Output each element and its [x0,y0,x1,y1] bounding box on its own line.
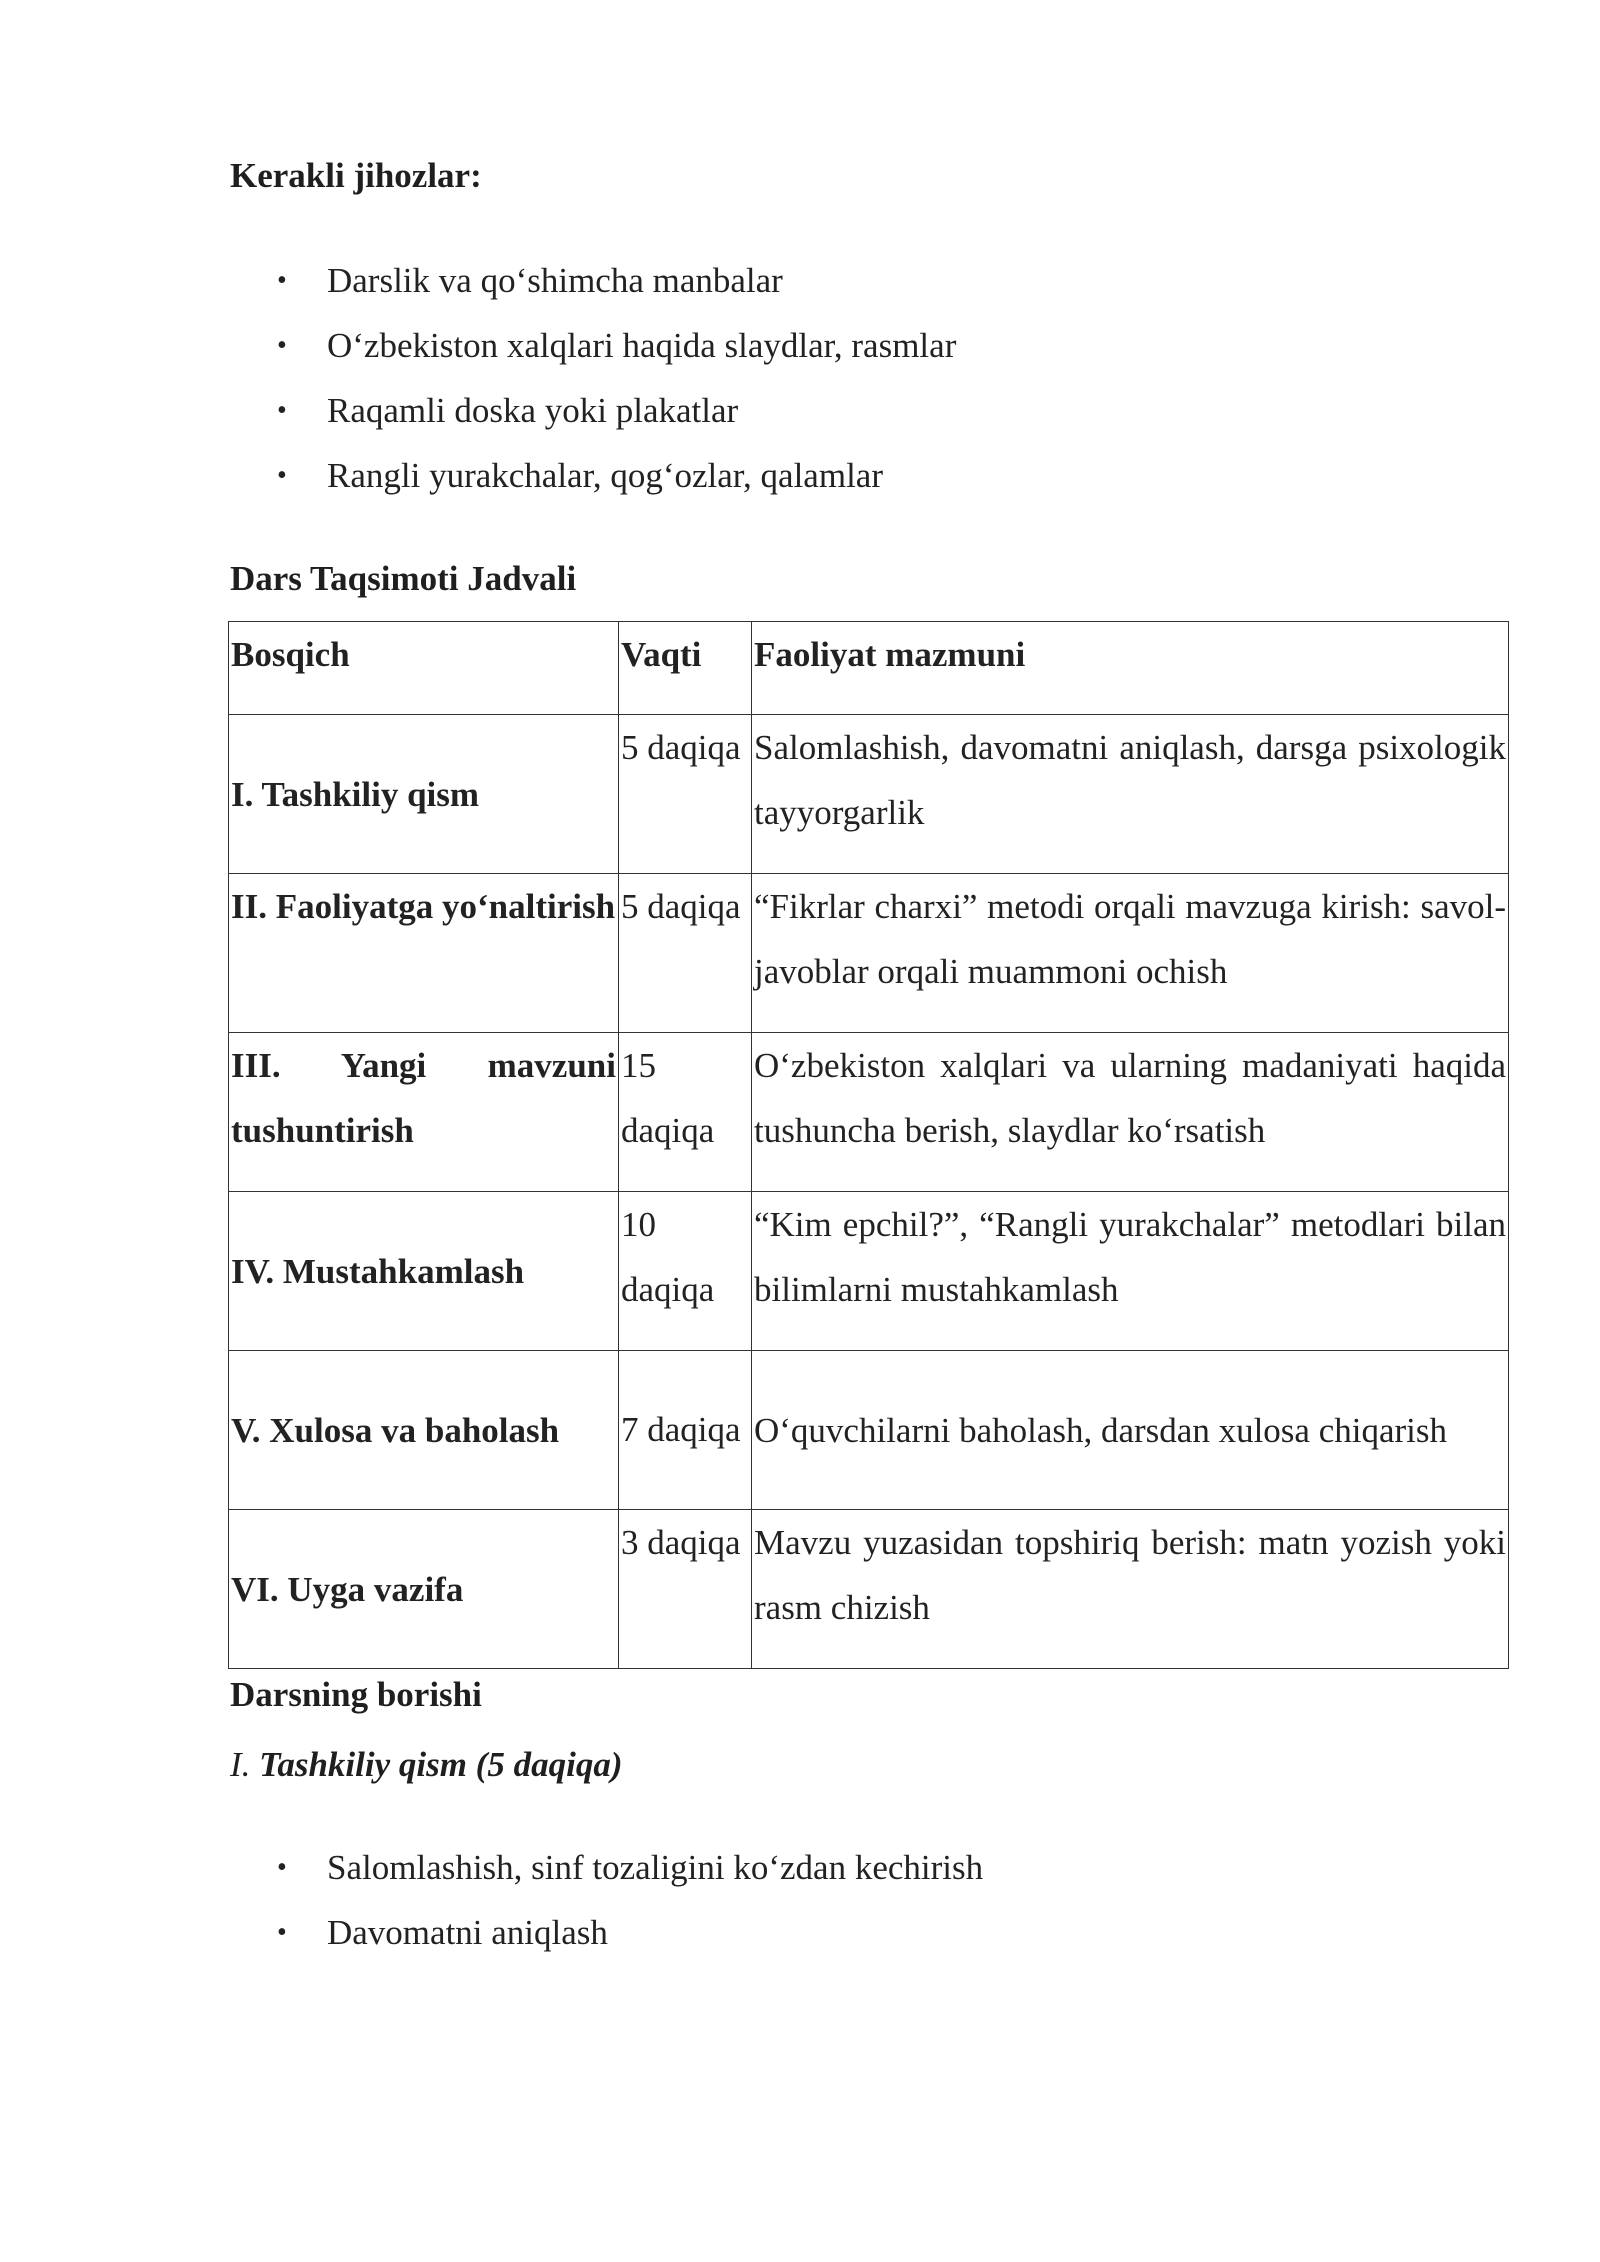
list-item-text: O‘zbekiston xalqlari haqida slaydlar, rasmlar [327,326,957,365]
bullet-icon: • [277,460,287,491]
time-cell: 10 daqiqa [619,1192,752,1351]
time-cell: 15 daqiqa [619,1033,752,1192]
list-item [230,443,956,508]
bullet-icon: • [277,1852,287,1883]
equipment-heading: Kerakli jihozlar: [230,156,482,195]
subsection-heading [230,1743,622,1787]
activity-cell: Salomlashish, davomatni aniqlash, darsga psixologik tayyorgarlik [752,715,1509,874]
subsection-title: Tashkiliy qism (5 daqiqa) [259,1745,623,1784]
activity-cell: O‘quvchilarni baholash, darsdan xulosa chiqarish [752,1351,1509,1510]
time-cell: 5 daqiqa [619,874,752,1033]
list-item [230,1835,983,1900]
schedule-heading: Dars Taqsimoti Jadvali [230,559,577,598]
time-cell: 5 daqiqa [619,715,752,874]
list-item-text: Davomatni aniqlash [327,1913,608,1952]
stage-cell: IV. Mustahkamlash [229,1192,619,1351]
time-cell: 7 daqiqa [619,1351,752,1510]
stage-cell: II. Faoliyatga yo‘naltirish [229,874,619,1033]
bullet-icon: • [277,1917,287,1948]
list-item-text: Raqamli doska yoki plakatlar [327,391,739,430]
list-item [230,248,956,313]
list-item [230,313,956,378]
tashkiliy-list [230,1835,983,1965]
column-header-stage: Bosqich [229,622,619,715]
equipment-list [230,248,956,508]
time-cell: 3 daqiqa [619,1510,752,1669]
bullet-icon: • [277,395,287,426]
column-header-activity: Faoliyat mazmuni [752,622,1509,715]
activity-cell: “Kim epchil?”, “Rangli yurakchalar” metodlari bilan bilimlarni mustahkamlash [752,1192,1509,1351]
table-row [229,715,1509,874]
column-header-time: Vaqti [619,622,752,715]
schedule-table [228,621,1509,1669]
stage-cell: V. Xulosa va baholash [229,1351,619,1510]
list-item-text: Darslik va qo‘shimcha manbalar [327,261,783,300]
table-row [229,874,1509,1033]
stage-cell: III. Yangi mavzuni tushuntirish [229,1033,619,1192]
activity-cell: “Fikrlar charxi” metodi orqali mavzuga kirish: savol-javoblar orqali muammoni ochish [752,874,1509,1033]
list-item-text: Salomlashish, sinf tozaligini ko‘zdan kechirish [327,1848,984,1887]
stage-cell: VI. Uyga vazifa [229,1510,619,1669]
table-row [229,1033,1509,1192]
table-row [229,1510,1509,1669]
stage-cell: I. Tashkiliy qism [229,715,619,874]
table-row [229,1351,1509,1510]
course-heading: Darsning borishi [230,1675,482,1714]
bullet-icon: • [277,265,287,296]
bullet-icon: • [277,330,287,361]
activity-cell: Mavzu yuzasidan topshiriq berish: matn yozish yoki rasm chizish [752,1510,1509,1669]
subsection-number: I. [230,1745,251,1784]
list-item-text: Rangli yurakchalar, qog‘ozlar, qalamlar [327,456,883,495]
list-item [230,1900,983,1965]
activity-cell: O‘zbekiston xalqlari va ularning madaniyati haqida tushuncha berish, slaydlar ko‘rsatish [752,1033,1509,1192]
table-header-row [229,622,1509,715]
table-row [229,1192,1509,1351]
list-item [230,378,956,443]
